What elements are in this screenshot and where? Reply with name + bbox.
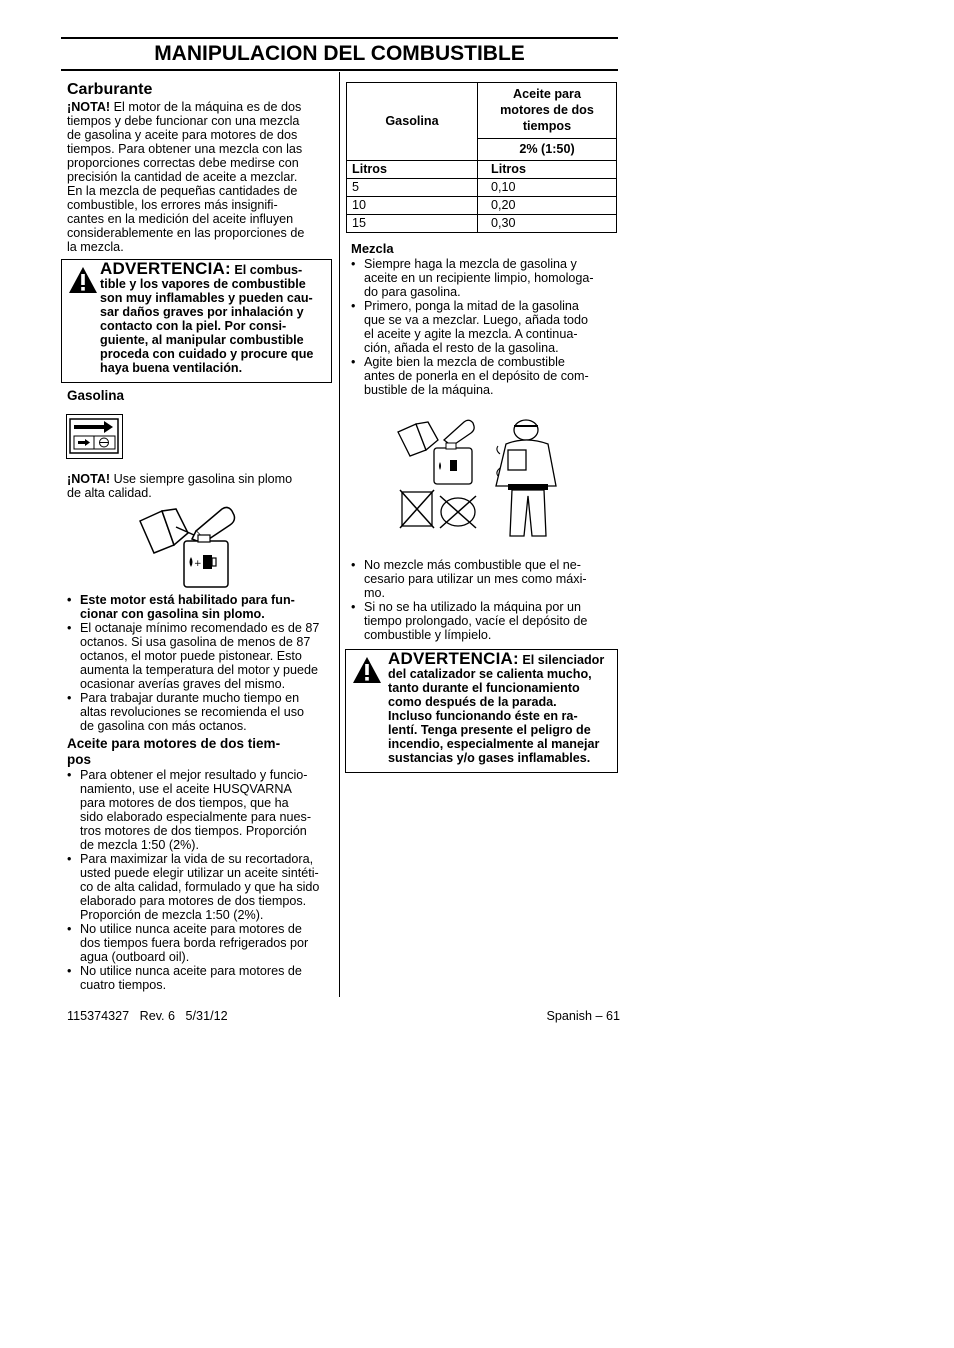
list-item xyxy=(351,355,613,397)
table-header-aceite xyxy=(478,83,617,139)
text-line: lentí. Tenga presente el peligro de xyxy=(388,723,591,737)
text-line: bustible de la máquina. xyxy=(364,383,494,397)
text-line: octanos. Si usa gasolina de menos de 87 xyxy=(80,635,311,649)
warning-label: ADVERTENCIA: xyxy=(100,259,231,278)
text-line: cuatro tiempos. xyxy=(80,978,167,992)
text-line: sido elaborado especialmente para nues- xyxy=(80,810,312,824)
table-cell: 10 xyxy=(347,197,478,215)
nota-carburante xyxy=(67,100,337,254)
gasolina-section xyxy=(67,388,337,404)
text-line: Aceite para xyxy=(513,87,581,102)
text-line: como después de la parada. xyxy=(388,695,557,709)
text-line: proporciones correctas debe medirse con xyxy=(67,156,299,170)
nota-label: ¡NOTA! xyxy=(67,472,111,486)
text-line: tiempos y debe funcionar con una mezcla xyxy=(67,114,300,128)
text-line: El motor de la máquina es de dos xyxy=(110,100,302,114)
text-line: considerablemente en las proporciones de xyxy=(67,226,305,240)
text-line: dos tiempos fuera borda refrigerados por xyxy=(80,936,309,950)
warning-box-fuel xyxy=(61,259,332,383)
text-line: aumenta la temperatura del motor y puede xyxy=(80,663,319,677)
text-line: precisión la cantidad de aceite a mezclar. xyxy=(67,170,298,184)
text-line: • Para maximizar la vida de su recortadora, xyxy=(80,852,314,866)
text-line: • Si no se ha utilizado la máquina por un xyxy=(364,600,582,614)
table-cell: 0,10 xyxy=(478,179,617,197)
table-row xyxy=(347,215,617,233)
list-item xyxy=(67,768,335,852)
text-line: tiempos. Para obtener una mezcla con las xyxy=(67,142,303,156)
carburante-section xyxy=(67,81,337,254)
table-cell: 0,20 xyxy=(478,197,617,215)
text-line: son muy inflamables y pueden cau- xyxy=(100,291,313,305)
list-item xyxy=(67,964,335,992)
text-line: Incluso funcionando éste en ra- xyxy=(388,709,578,723)
text-line: proceda con cuidado y procure que xyxy=(100,347,314,361)
list-item xyxy=(351,558,613,600)
table-cell: 0,30 xyxy=(478,215,617,233)
text-line: • No utilice nunca aceite para motores de xyxy=(80,922,302,936)
storage-bullets xyxy=(351,558,613,642)
nota-gasolina xyxy=(67,472,337,500)
table-unit: Litros xyxy=(347,161,478,179)
table-ratio: 2% (1:50) xyxy=(478,138,617,160)
text-line: tros motores de dos tiempos. Proporción xyxy=(80,824,307,838)
text-line: tanto durante el funcionamiento xyxy=(388,681,580,695)
text-line: de mezcla 1:50 (2%). xyxy=(80,838,199,852)
text-line: tible y los vapores de combustible xyxy=(100,277,306,291)
aceite-heading xyxy=(67,736,335,768)
warning-triangle-icon xyxy=(352,656,382,684)
carburante-heading: Carburante xyxy=(67,81,153,98)
list-item xyxy=(351,600,613,642)
text-line: El silenciador xyxy=(522,653,605,667)
nota-label: ¡NOTA! xyxy=(67,100,111,114)
table-row xyxy=(347,83,617,139)
text-line: para motores de dos tiempos, que ha xyxy=(80,796,289,810)
text-line: Aceite para motores de dos tiem- xyxy=(67,736,281,751)
text-line: Use siempre gasolina sin plomo xyxy=(110,472,293,486)
text-line: de alta calidad. xyxy=(67,486,152,500)
footer-page-number: Spanish – 61 xyxy=(546,1009,620,1023)
list-item xyxy=(67,922,335,964)
text-line: antes de ponerla en el depósito de com- xyxy=(364,369,589,383)
table-unit: Litros xyxy=(478,161,617,179)
text-line: aceite en un recipiente limpio, homologa- xyxy=(364,271,594,285)
svg-text:+: + xyxy=(194,559,202,569)
text-line: ocasionar averías graves del mismo. xyxy=(80,677,286,691)
text-line: ción, añada el resto de la gasolina. xyxy=(364,341,559,355)
text-line: tiempos xyxy=(522,119,572,134)
text-line: mo. xyxy=(364,586,385,600)
text-line: octanos, el motor puede pistonear. Esto xyxy=(80,649,302,663)
list-item xyxy=(67,852,335,922)
text-line: tiempo prolongado, vacíe el depósito de xyxy=(364,614,588,628)
warning-text xyxy=(100,259,330,375)
list-item xyxy=(351,299,613,355)
text-line: • Para obtener el mejor resultado y funcio- xyxy=(80,768,308,782)
text-line: la mezcla. xyxy=(67,240,124,254)
warning-box-catalyst xyxy=(345,649,618,773)
text-line: • No mezcle más combustible que el ne- xyxy=(364,558,581,572)
table-header-gasolina: Gasolina xyxy=(347,83,478,161)
text-line: En la mezcla de pequeñas cantidades de xyxy=(67,184,298,198)
text-line: que se va a mezclar. Luego, añada todo xyxy=(364,313,589,327)
table-cell: 15 xyxy=(347,215,478,233)
text-line: do para gasolina. xyxy=(364,285,461,299)
text-line: combustible, los errores más insignifi- xyxy=(67,198,278,212)
table-row xyxy=(347,197,617,215)
text-line: combustible y límpielo. xyxy=(364,628,492,642)
text-line: pos xyxy=(67,752,92,767)
text-line: guiente, al manipular combustible xyxy=(100,333,304,347)
list-item xyxy=(67,593,335,621)
mezcla-section xyxy=(351,241,613,397)
table-cell: 5 xyxy=(347,179,478,197)
text-line: Proporción de mezcla 1:50 (2%). xyxy=(80,908,264,922)
text-line: agua (outboard oil). xyxy=(80,950,190,964)
text-line: el aceite y agite la mezcla. A continua- xyxy=(364,327,578,341)
text-line: altas revoluciones se recomienda el uso xyxy=(80,705,305,719)
fuel-mix-table xyxy=(346,82,617,233)
text-line: de gasolina y aceite para motores de dos xyxy=(67,128,298,142)
text-line: haya buena ventilación. xyxy=(100,361,243,375)
table-row xyxy=(347,179,617,197)
text-line: namiento, use el aceite HUSQVARNA xyxy=(80,782,292,796)
text-line: • No utilice nunca aceite para motores de xyxy=(80,964,302,978)
gasolina-bullets xyxy=(67,593,335,992)
text-line: del catalizador se calienta mucho, xyxy=(388,667,592,681)
text-line: El combus- xyxy=(234,263,303,277)
gasolina-heading: Gasolina xyxy=(67,388,125,403)
top-rule xyxy=(61,37,618,39)
text-line: motores de dos xyxy=(500,103,594,118)
text-line: • Primero, ponga la mitad de la gasolina xyxy=(364,299,579,313)
warning-text xyxy=(388,649,618,765)
text-line: • Agite bien la mezcla de combustible xyxy=(364,355,565,369)
text-line: incendio, especialmente al manejar xyxy=(388,737,600,751)
text-line: • El octanaje mínimo recomendado es de 87 xyxy=(80,621,320,635)
text-line: sar daños graves por inhalación y xyxy=(100,305,304,319)
text-line: contacto con la piel. Por consi- xyxy=(100,319,287,333)
table-row xyxy=(347,161,617,179)
text-line: cionar con gasolina sin plomo. xyxy=(80,607,265,621)
mezcla-heading: Mezcla xyxy=(351,241,394,256)
text-line: elaborado para motores de dos tiempos. xyxy=(80,894,307,908)
list-item xyxy=(67,691,335,733)
text-line: cesario para utilizar un mes como máxi- xyxy=(364,572,587,586)
page-title: MANIPULACION DEL COMBUSTIBLE xyxy=(154,42,525,65)
title-rule xyxy=(61,69,618,71)
text-line: • Este motor está habilitado para fun- xyxy=(80,593,295,607)
fuel-mixing-illustration xyxy=(396,416,566,540)
list-item xyxy=(67,621,335,691)
text-line: co de alta calidad, formulado y que ha sido xyxy=(80,880,320,894)
text-line: de gasolina con más octanos. xyxy=(80,719,247,733)
list-item xyxy=(351,257,613,299)
text-line: cantes en la medición del aceite influyen xyxy=(67,212,294,226)
column-divider xyxy=(339,72,340,997)
warning-triangle-icon xyxy=(68,266,98,294)
text-line: usted puede elegir utilizar un aceite sintéti- xyxy=(80,866,319,880)
warning-label: ADVERTENCIA: xyxy=(388,649,519,668)
pour-fuel-illustration xyxy=(136,505,236,589)
footer-doc-number: 115374327 Rev. 6 5/31/12 xyxy=(67,1009,228,1023)
text-line: sustancias y/o gases inflamables. xyxy=(388,751,591,765)
text-line: • Para trabajar durante mucho tiempo en xyxy=(80,691,300,705)
text-line: • Siempre haga la mezcla de gasolina y xyxy=(364,257,577,271)
fuel-pump-symbol-icon xyxy=(66,414,123,459)
